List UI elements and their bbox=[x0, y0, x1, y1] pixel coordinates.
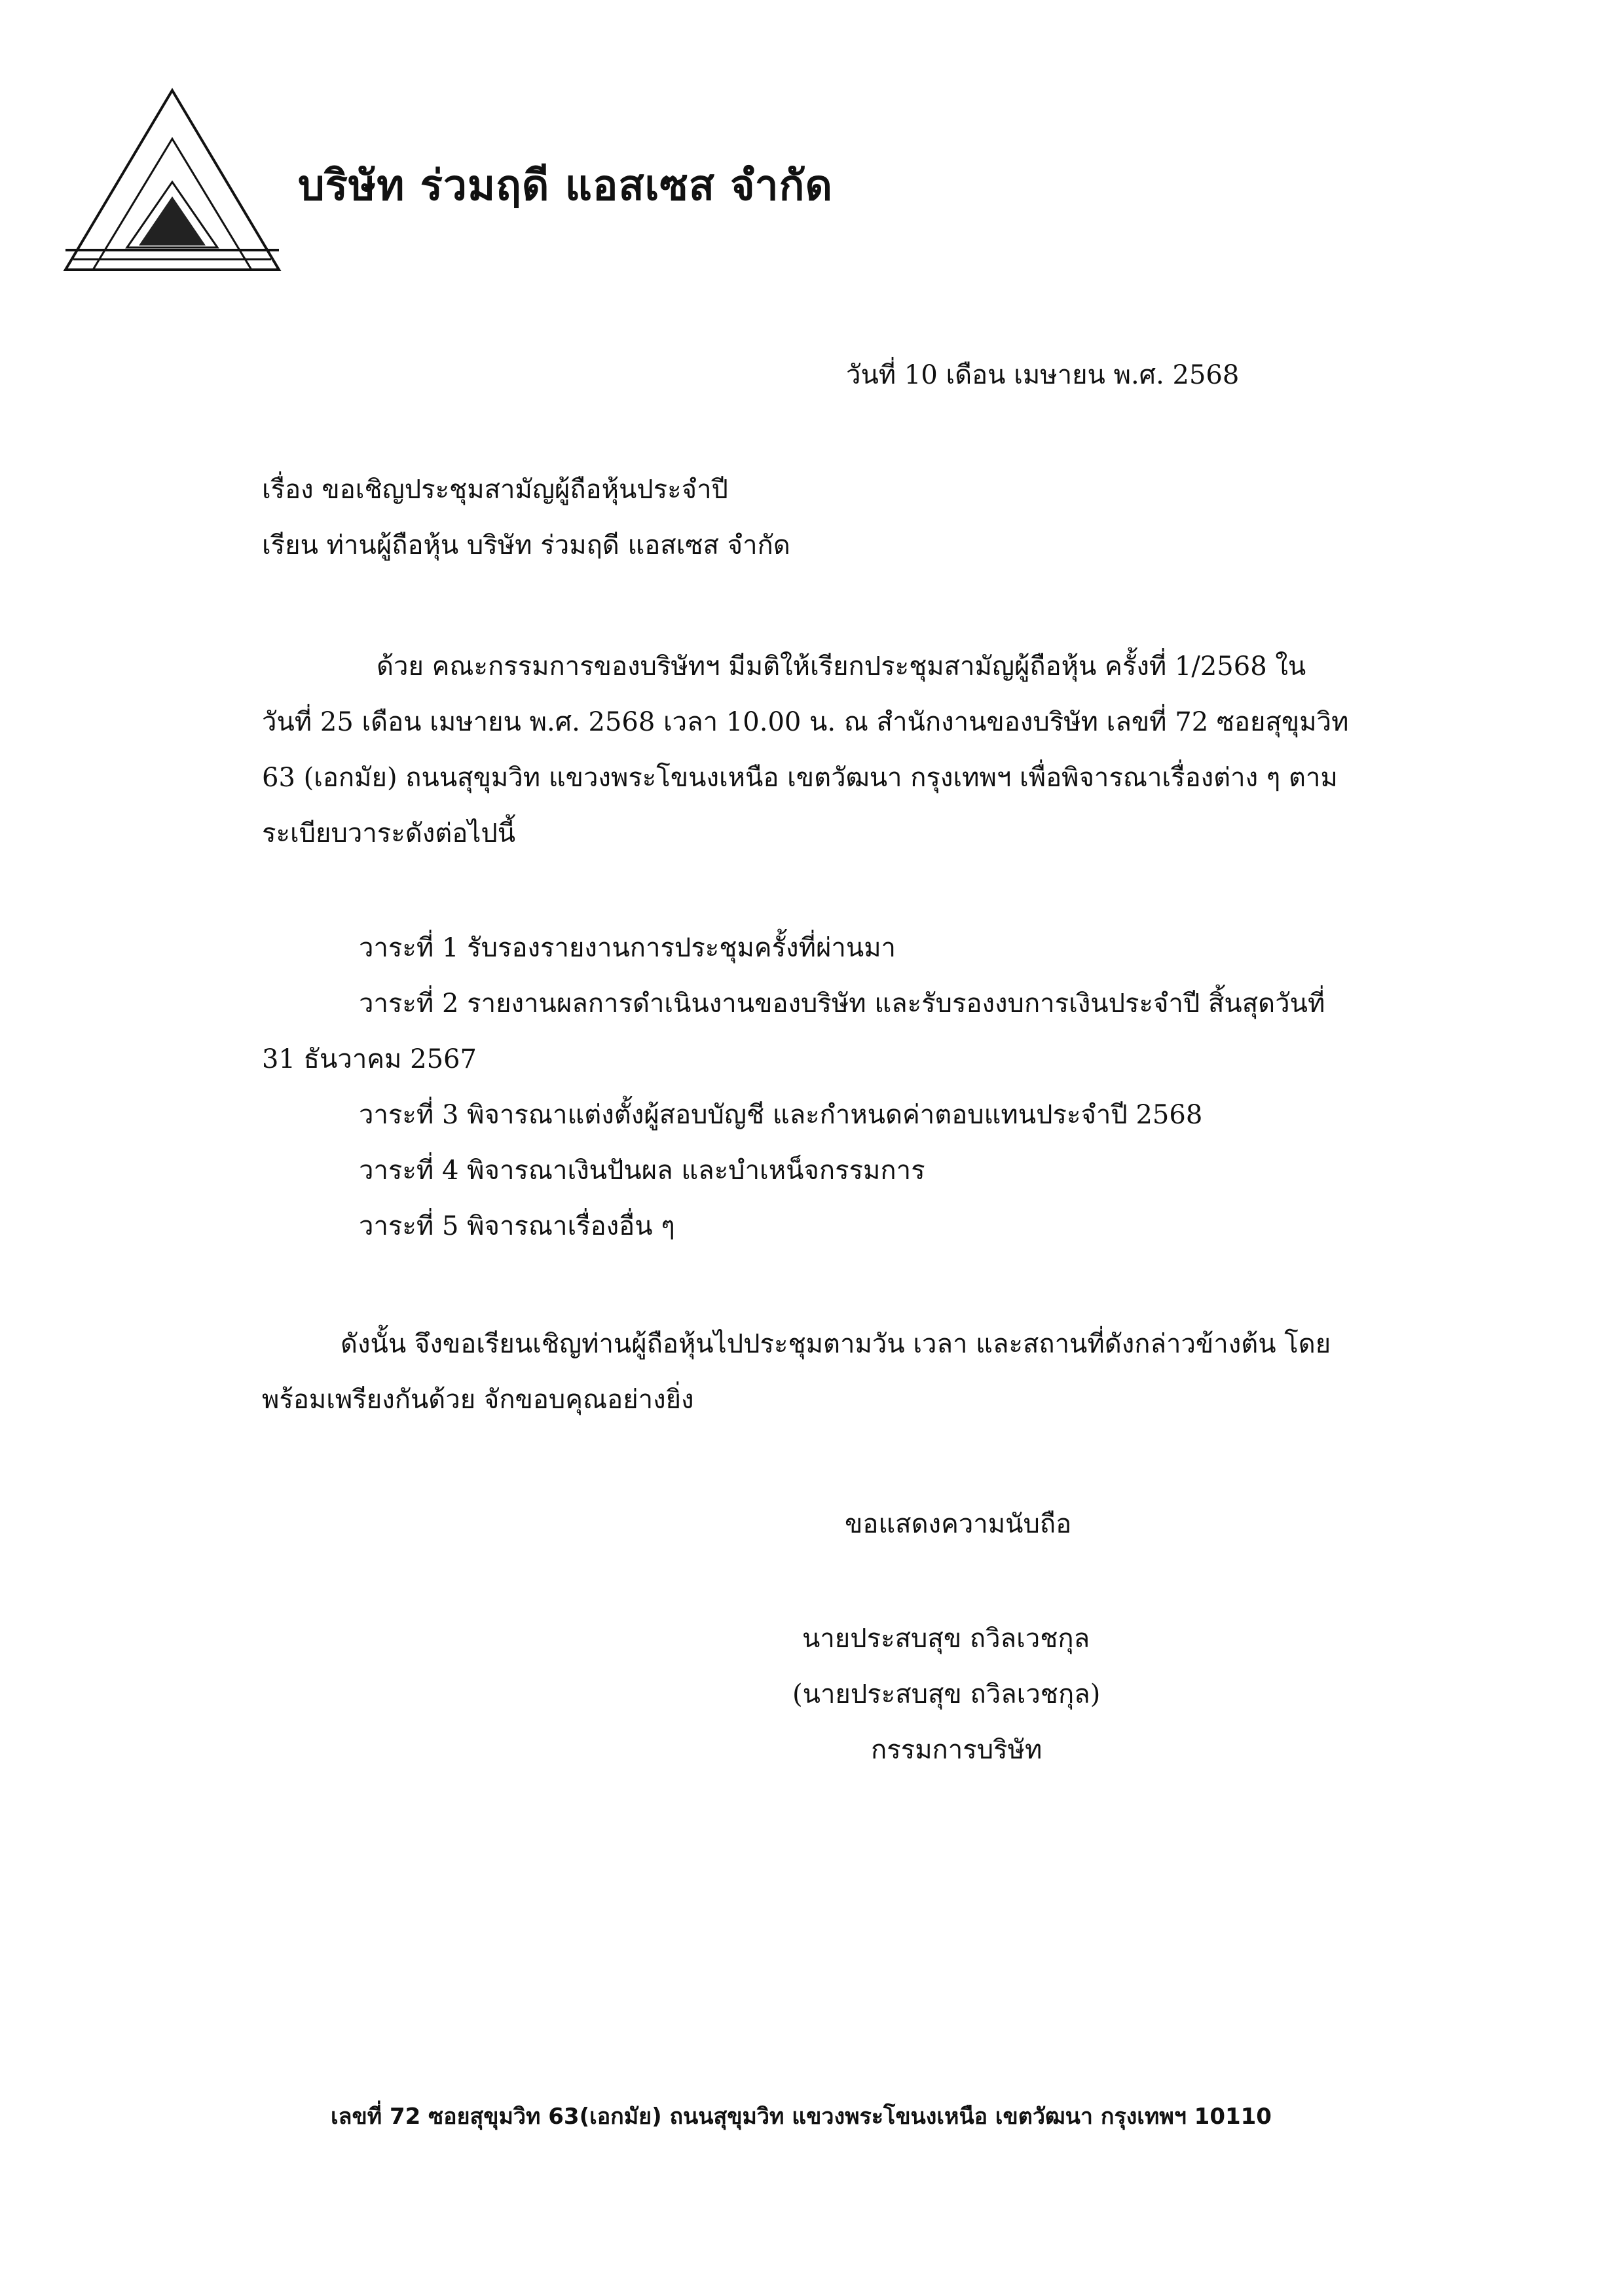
letter-subject: เรื่อง ขอเชิญประชุมสามัญผู้ถือหุ้นประจำปี bbox=[262, 475, 728, 505]
company-name: บริษัท ร่วมฤดี แอสเซส จำกัด bbox=[298, 161, 833, 210]
signature-name: นายประสบสุข ถวิลเวชกุล bbox=[802, 1624, 1090, 1654]
signature-name-printed: (นายประสบสุข ถวิลเวชกุล) bbox=[792, 1679, 1101, 1709]
conclusion-line: ดังนั้น จึงขอเรียนเชิญท่านผู้ถือหุ้นไปประชุมตามวัน เวลา และสถานที่ดังกล่าวข้างต้น โดย bbox=[341, 1329, 1331, 1359]
agenda-item-continuation: 31 ธันวาคม 2567 bbox=[262, 1044, 477, 1074]
agenda-item: วาระที่ 3 พิจารณาแต่งตั้งผู้สอบบัญชี และกำหนดค่าตอบแทนประจำปี 2568 bbox=[359, 1100, 1203, 1130]
triangle-logo-icon bbox=[58, 85, 287, 282]
body-line: วันที่ 25 เดือน เมษายน พ.ศ. 2568 เวลา 10.00 น. ณ สำนักงานของบริษัท เลขที่ 72 ซอยสุขุมวิท bbox=[262, 707, 1349, 737]
letter-recipient: เรียน ท่านผู้ถือหุ้น บริษัท ร่วมฤดี แอสเซส จำกัด bbox=[262, 530, 790, 560]
body-line: 63 (เอกมัย) ถนนสุขุมวิท แขวงพระโขนงเหนือ เขตวัฒนา กรุงเทพฯ เพื่อพิจารณาเรื่องต่าง ๆ ตาม bbox=[262, 763, 1338, 793]
signature-title: กรรมการบริษัท bbox=[871, 1735, 1043, 1765]
closing-salutation: ขอแสดงความนับถือ bbox=[845, 1509, 1072, 1539]
conclusion-line: พร้อมเพรียงกันด้วย จักขอบคุณอย่างยิ่ง bbox=[262, 1385, 694, 1415]
body-line: ด้วย คณะกรรมการของบริษัทฯ มีมติให้เรียกประชุมสามัญผู้ถือหุ้น ครั้งที่ 1/2568 ใน bbox=[377, 651, 1306, 682]
agenda-item: วาระที่ 5 พิจารณาเรื่องอื่น ๆ bbox=[359, 1211, 675, 1241]
agenda-item: วาระที่ 2 รายงานผลการดำเนินงานของบริษัท และรับรองงบการเงินประจำปี สิ้นสุดวันที่ bbox=[359, 989, 1325, 1019]
agenda-item: วาระที่ 1 รับรองรายงานการประชุมครั้งที่ผ่านมา bbox=[359, 933, 896, 963]
footer-address: เลขที่ 72 ซอยสุขุมวิท 63(เอกมัย) ถนนสุขุมวิท แขวงพระโขนงเหนือ เขตวัฒนา กรุงเทพฯ 10110 bbox=[331, 2104, 1272, 2130]
letter-date: วันที่ 10 เดือน เมษายน พ.ศ. 2568 bbox=[846, 360, 1240, 390]
body-line: ระเบียบวาระดังต่อไปนี้ bbox=[262, 818, 516, 848]
agenda-item: วาระที่ 4 พิจารณาเงินปันผล และบำเหน็จกรรมการ bbox=[359, 1156, 925, 1186]
